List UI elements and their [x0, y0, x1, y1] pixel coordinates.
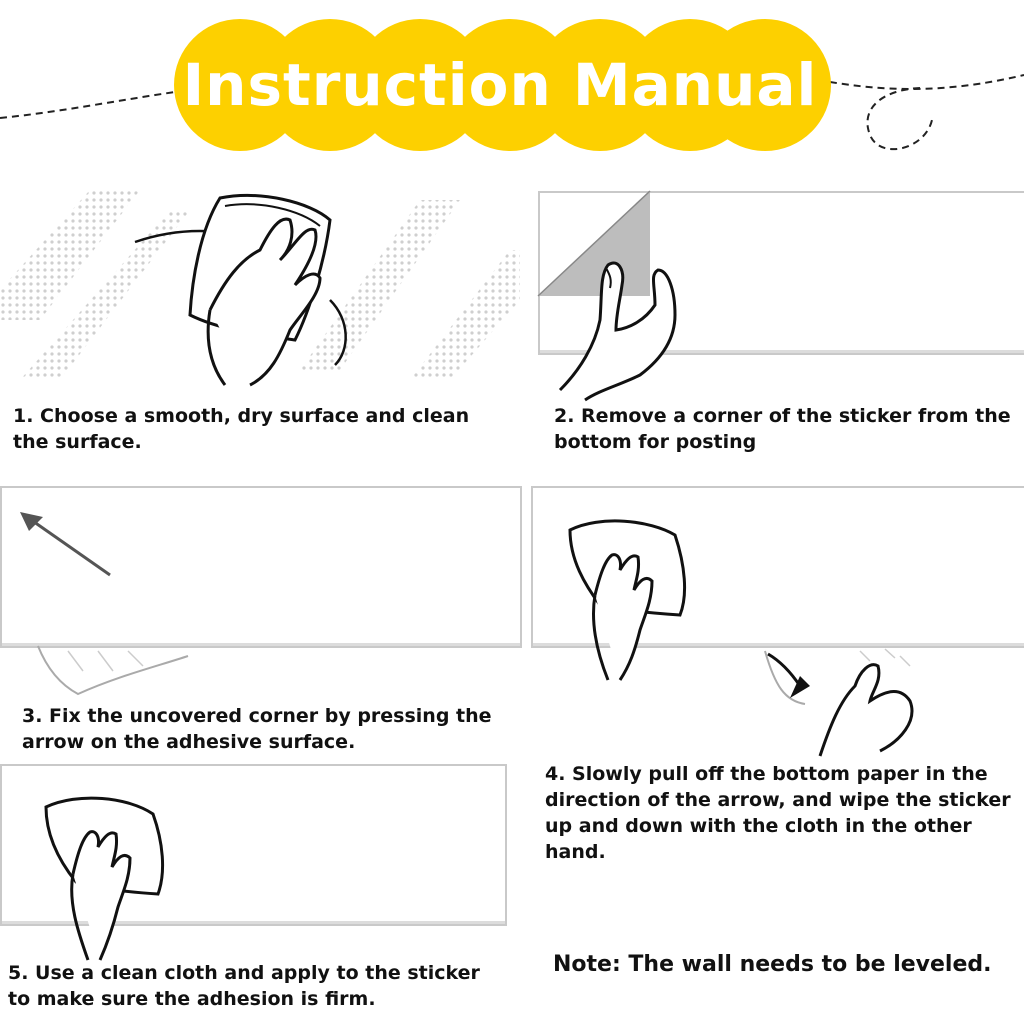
curved-arrow-icon [760, 646, 960, 766]
step-2-caption: 2. Remove a corner of the sticker from the bottom for posting [554, 405, 1011, 453]
step-4-caption: 4. Slowly pull off the bottom paper in the direction of the arrow, and wipe the sticker up and down with the cloth in the other hand. [545, 763, 1011, 863]
hand-cloth-icon [560, 515, 700, 685]
step-1-caption: 1. Choose a smooth, dry surface and clean the surface. [13, 405, 470, 453]
arrow-icon [15, 505, 125, 585]
backing-paper-edge [38, 646, 198, 706]
hand-peel-icon [550, 250, 700, 410]
step-3-caption: 3. Fix the uncovered corner by pressing the arrow on the adhesive surface. [22, 705, 492, 753]
hand-cloth-icon [130, 190, 370, 390]
hand-cloth-icon [38, 792, 178, 962]
page-title: Instruction Manual [182, 51, 818, 119]
note-text: Note: The wall needs to be leveled. [553, 952, 992, 977]
step-5-caption: 5. Use a clean cloth and apply to the sticker to make sure the adhesion is firm. [8, 962, 480, 1010]
